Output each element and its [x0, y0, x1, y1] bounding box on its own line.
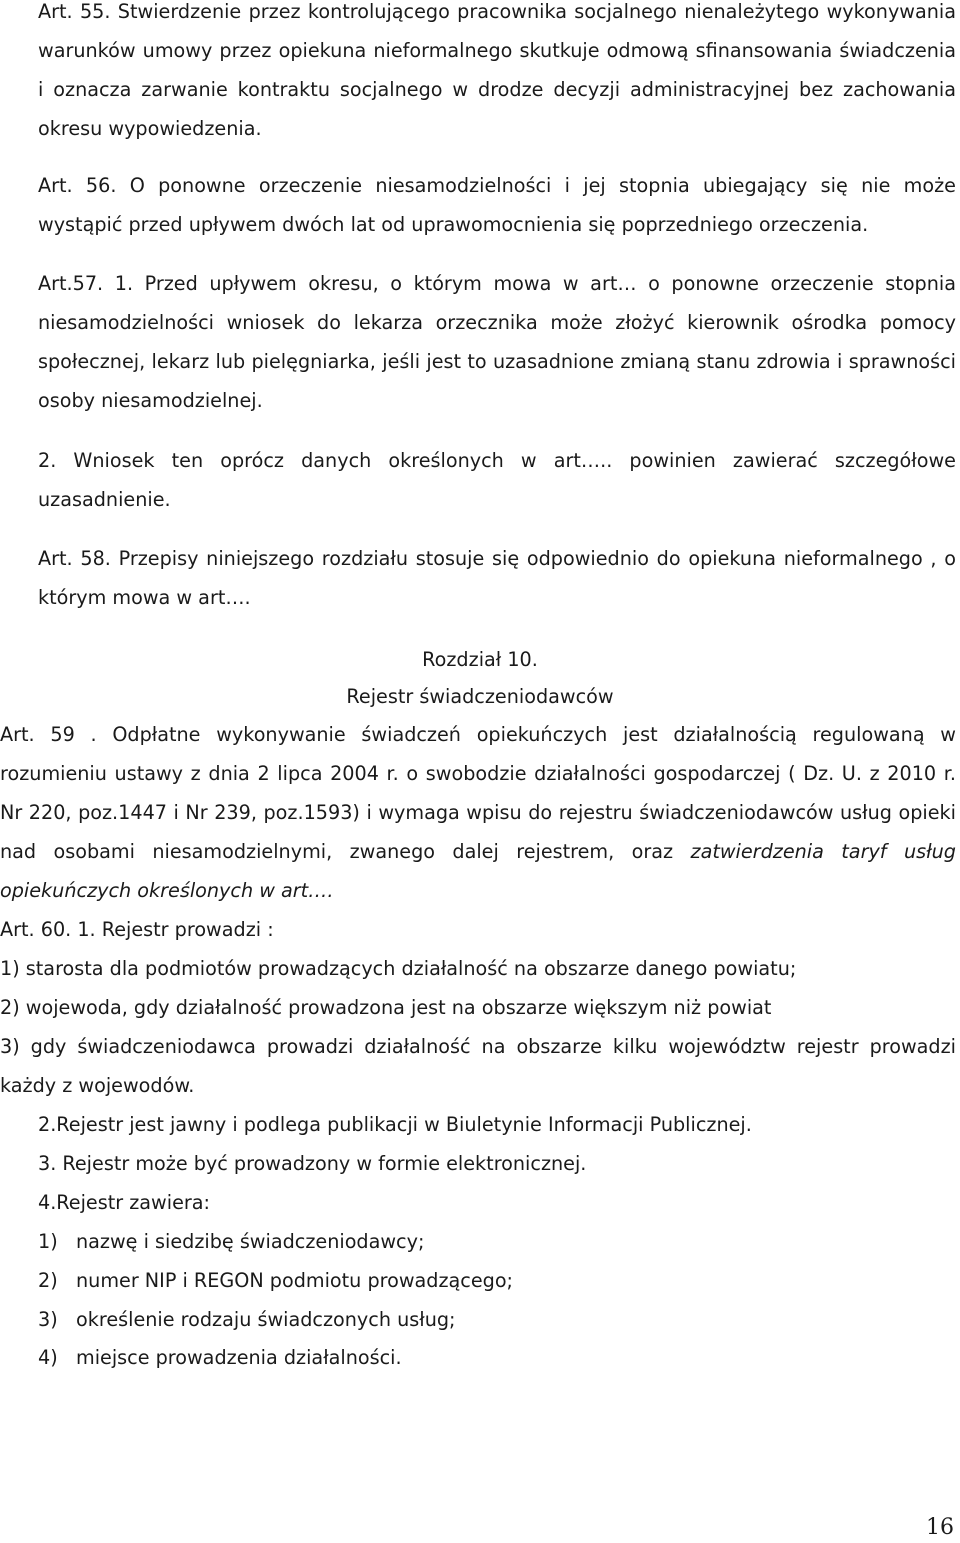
art-57-section-2: 2. Wniosek ten oprócz danych określonych w art….. powinien zawierać szczegółowe uzasadnienie. [38, 449, 956, 511]
art-59-main-text: Art. 59 . Odpłatne wykonywanie świadczeń opiekuńczych jest działalnością regulowaną w rozumieniu ustawy z dnia 2 lipca 2004 r. o swobodzie działalności gospodarczej ( Dz. U. z 2010 r. Nr 220, poz.1447 i Nr 239, poz.1593) i wymaga wpisu do rejestru świadczeniodawców usług opieki nad osobami niesamodzielnymi, zwanego dalej rejestrem, oraz [0, 723, 956, 863]
art-60-point-2: 2) wojewoda, gdy działalność prowadzona jest na obszarze większym niż powiat [0, 996, 772, 1019]
list-item-number: 1) [38, 1230, 58, 1253]
art-60-section-2: 2.Rejestr jest jawny i podlega publikacji w Biuletynie Informacji Publicznej. [38, 1113, 752, 1136]
art-60-intro: Art. 60. 1. Rejestr prowadzi : [0, 918, 274, 941]
list-item-text: miejsce prowadzenia działalności. [76, 1346, 402, 1369]
list-item [38, 1300, 456, 1339]
art-59-italic-text: zatwierdzenia taryf usług opiekuńczych określonych w art…. [0, 840, 956, 902]
art-59-paragraph [0, 715, 956, 910]
list-item-number: 4) [38, 1346, 58, 1369]
art-60-section-3: 3. Rejestr może być prowadzony w formie elektronicznej. [38, 1152, 587, 1175]
list-item-text: numer NIP i REGON podmiotu prowadzącego; [76, 1269, 514, 1292]
page-number: 16 [926, 1515, 954, 1540]
list-item [38, 1222, 424, 1261]
list-item-text: określenie rodzaju świadczonych usług; [76, 1308, 456, 1331]
art-55-paragraph: Art. 55. Stwierdzenie przez kontrolującego pracownika socjalnego nienależytego wykonywania warunków umowy przez opiekuna nieformalnego skutkuje odmową sfinansowania świadczenia i oznacza zarwanie kontraktu socjalnego w drodze decyzji administracyjnej bez zachowania okresu wypowiedzenia. [38, 0, 956, 140]
chapter-number: Rozdział 10. [422, 648, 538, 671]
art-60-point-1: 1) starosta dla podmiotów prowadzących działalność na obszarze danego powiatu; [0, 957, 797, 980]
art-60-section-4: 4.Rejestr zawiera: [38, 1191, 210, 1214]
list-item-number: 2) [38, 1269, 58, 1292]
list-item-text: nazwę i siedzibę świadczeniodawcy; [76, 1230, 425, 1253]
list-item-number: 3) [38, 1308, 58, 1331]
art-58-paragraph: Art. 58. Przepisy niniejszego rozdziału stosuje się odpowiednio do opiekuna nieformalnego , o którym mowa w art…. [38, 547, 956, 609]
list-item [38, 1261, 513, 1300]
art-60-point-3: 3) gdy świadczeniodawca prowadzi działalność na obszarze kilku województw rejestr prowadzi każdy z wojewodów. [0, 1035, 956, 1097]
chapter-title: Rejestr świadczeniodawców [346, 685, 614, 708]
art-56-paragraph: Art. 56. O ponowne orzeczenie niesamodzielności i jej stopnia ubiegający się nie może wystąpić przed upływem dwóch lat od uprawomocnienia się poprzedniego orzeczenia. [38, 174, 956, 236]
art-57-section-1: Art.57. 1. Przed upływem okresu, o którym mowa w art… o ponowne orzeczenie stopnia niesamodzielności wniosek do lekarza orzecznika może złożyć kierownik ośrodka pomocy społecznej, lekarz lub pielęgniarka, jeśli jest to uzasadnione zmianą stanu zdrowia i sprawności osoby niesamodzielnej. [38, 272, 956, 412]
list-item [38, 1338, 402, 1377]
